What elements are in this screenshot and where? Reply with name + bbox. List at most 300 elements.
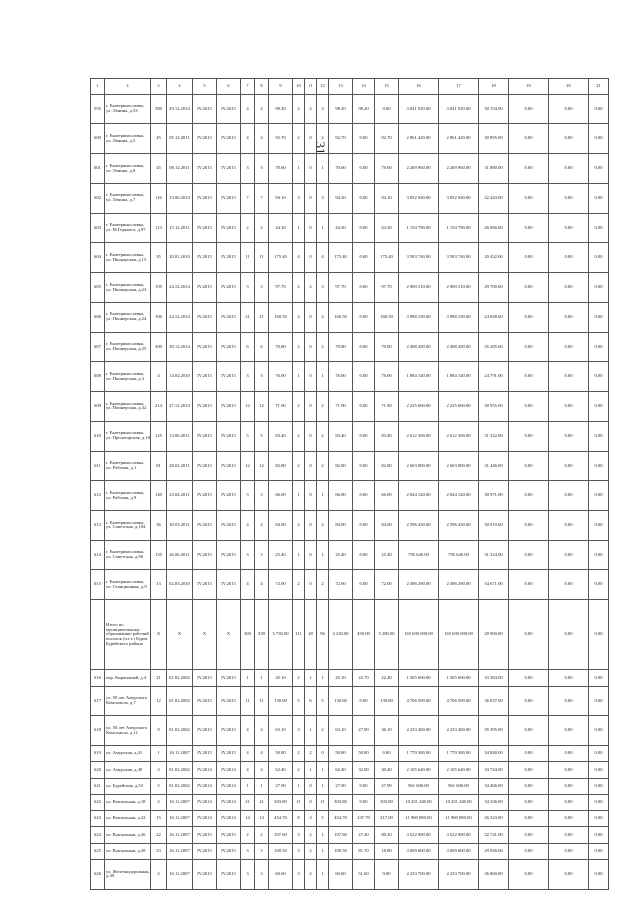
table-cell: 16.11.2007 xyxy=(167,746,193,762)
table-cell: IV.2015 xyxy=(193,421,217,451)
table-cell: 16.11.2007 xyxy=(167,827,193,843)
table-cell: 0 xyxy=(305,794,317,810)
table-cell: 14 xyxy=(241,811,255,827)
table-cell: 02.03.2010 xyxy=(167,570,193,600)
table-cell: 1 xyxy=(293,213,305,243)
table-cell: 0.00 xyxy=(353,570,375,600)
table-cell: IV.2015 xyxy=(217,746,241,762)
table-cell: 36.10 xyxy=(375,716,399,746)
table-cell: 4 xyxy=(241,762,255,778)
table-cell: 2 269 960.00 xyxy=(399,154,439,184)
table-cell: 33 744.00 xyxy=(479,762,509,778)
table-cell: 380 xyxy=(151,94,167,124)
table-cell: 2 xyxy=(305,94,317,124)
table-cell: 4 230.00 xyxy=(329,600,353,670)
table-cell: 97.70 xyxy=(375,273,399,303)
table-cell: 135 xyxy=(151,540,167,570)
table-row xyxy=(91,746,609,762)
table-cell: 2 105 640.00 xyxy=(399,762,439,778)
table-cell: 4 xyxy=(255,570,269,600)
table-cell: 2 861 420.00 xyxy=(439,124,479,154)
table-cell: 3 xyxy=(255,481,269,511)
table-cell: 97.70 xyxy=(329,273,353,303)
table-cell: 25.40 xyxy=(375,540,399,570)
table-cell: 0.00 xyxy=(549,811,589,827)
table-cell: 3 522 900.00 xyxy=(439,827,479,843)
table-cell: IV.2014 xyxy=(217,778,241,794)
table-cell: 0.00 xyxy=(549,686,589,716)
table-cell: 98.20 xyxy=(353,94,375,124)
table-cell: 3 xyxy=(305,811,317,827)
table-row xyxy=(91,827,609,843)
header-number-cell: 6 xyxy=(217,79,241,95)
table-cell: 1 770 300.00 xyxy=(399,746,439,762)
table-cell: 44.30 xyxy=(329,213,353,243)
table-cell: 2 233 700.00 xyxy=(439,859,479,889)
table-cell: 1 505 600.00 xyxy=(399,670,439,686)
table-cell: 4 xyxy=(241,570,255,600)
table-cell: 12 xyxy=(241,392,255,422)
table-cell: 0.00 xyxy=(549,794,589,810)
table-cell: 601 xyxy=(91,154,105,184)
table-cell: 63.10 xyxy=(269,716,293,746)
table-cell: 600 xyxy=(91,124,105,154)
table-cell: 2 xyxy=(293,746,305,762)
table-cell: 0 xyxy=(305,451,317,481)
table-cell: 130.60 xyxy=(375,686,399,716)
table-cell: IV.2015 xyxy=(193,686,217,716)
header-number-cell: 14 xyxy=(353,79,375,95)
table-cell: 0.00 xyxy=(549,243,589,273)
header-number-cell: 15 xyxy=(375,79,399,95)
table-row xyxy=(91,778,609,794)
table-cell: 175.40 xyxy=(375,243,399,273)
table-cell: 2 xyxy=(293,570,305,600)
table-cell: 4 xyxy=(317,302,329,332)
table-cell: 0.00 xyxy=(509,94,549,124)
table-cell: 9 xyxy=(151,716,167,746)
table-cell: 1 xyxy=(241,670,255,686)
table-cell: 30 955.00 xyxy=(479,392,509,422)
table-cell: 1 xyxy=(255,778,269,794)
table-cell: 27.90 xyxy=(269,778,293,794)
table-cell: 6 xyxy=(255,332,269,362)
table-cell: 71.90 xyxy=(329,392,353,422)
table-cell: 01.02.2002 xyxy=(167,762,193,778)
table-cell: 24.12.2014 xyxy=(167,273,193,303)
table-cell: 623 xyxy=(91,811,105,827)
table-cell: 795 640.00 xyxy=(439,540,479,570)
table-cell: 0.00 xyxy=(549,451,589,481)
table-cell: 1 xyxy=(293,540,305,570)
table-cell: 71.90 xyxy=(269,392,293,422)
table-cell: 195 xyxy=(151,273,167,303)
table-cell: 13.06.2011 xyxy=(167,421,193,451)
table-cell: 100.50 xyxy=(269,843,293,859)
table-cell: 81.70 xyxy=(353,843,375,859)
table-cell: 62.40 xyxy=(269,762,293,778)
table-cell: 0.00 xyxy=(509,716,549,746)
table-cell: IV.2015 xyxy=(217,362,241,392)
table-cell: 08.12.2011 xyxy=(167,154,193,184)
table-cell: 100.50 xyxy=(329,843,353,859)
table-cell: 0 xyxy=(305,392,317,422)
table-cell: 0 xyxy=(305,154,317,184)
table-cell: 0.00 xyxy=(353,183,375,213)
table-cell: 3 xyxy=(293,716,305,746)
table-cell: 34 848.00 xyxy=(479,746,509,762)
table-cell: 1 xyxy=(293,154,305,184)
table-cell: 300 xyxy=(151,332,167,362)
table-cell: 29 946.00 xyxy=(479,843,509,859)
header-number-cell: 7 xyxy=(241,79,255,95)
table-cell: 5 xyxy=(151,778,167,794)
table-cell: IV.2015 xyxy=(193,243,217,273)
table-cell: 34 336.00 xyxy=(479,794,509,810)
table-row xyxy=(91,843,609,859)
table-cell: 60.60 xyxy=(269,859,293,889)
table-cell: 2 233 700.00 xyxy=(399,859,439,889)
table-cell: 0.00 xyxy=(353,794,375,810)
table-cell: 3 009 600.00 xyxy=(399,843,439,859)
header-number-cell: 21 xyxy=(589,79,609,95)
address-cell: ул. Вокзальная, д.22 xyxy=(105,811,151,827)
table-cell: 0.00 xyxy=(353,332,375,362)
table-cell: X xyxy=(167,600,193,670)
table-cell: IV.2015 xyxy=(217,213,241,243)
table-cell: 23.04.2011 xyxy=(167,481,193,511)
table-cell: 0.00 xyxy=(509,421,549,451)
table-cell: 5 xyxy=(317,811,329,827)
table-cell: 1 xyxy=(305,670,317,686)
table-cell: IV.2014 xyxy=(217,794,241,810)
address-cell: г. Екатеринославка, ул. Советская, д.104 xyxy=(105,511,151,541)
header-number-cell: 12 xyxy=(317,79,329,95)
table-cell: 3 xyxy=(241,540,255,570)
table-cell: 1 xyxy=(293,362,305,392)
table-cell: 607 xyxy=(91,332,105,362)
table-cell: 450.00 xyxy=(353,600,375,670)
table-cell: 237.70 xyxy=(353,811,375,827)
table-cell: 0.00 xyxy=(509,762,549,778)
table-cell: 12 xyxy=(255,392,269,422)
table-cell: 4 706 500.00 xyxy=(399,686,439,716)
table-cell: 3 xyxy=(293,843,305,859)
table-row xyxy=(91,481,609,511)
table-cell: X xyxy=(151,600,167,670)
table-cell: 0.00 xyxy=(589,273,609,303)
address-cell: г. Екатеринославка, ул. Пионерская, д.32 xyxy=(105,392,151,422)
table-cell: 2 xyxy=(317,332,329,362)
table-cell: 76.00 xyxy=(269,362,293,392)
address-cell: ул. Амурская, д.49 xyxy=(105,762,151,778)
table-cell: 0 xyxy=(305,511,317,541)
table-cell: 1 xyxy=(317,670,329,686)
table-cell: 1 154 790.00 xyxy=(439,213,479,243)
table-cell: 70.60 xyxy=(329,154,353,184)
table-cell: 4 xyxy=(241,94,255,124)
table-cell: 0.00 xyxy=(509,570,549,600)
table-cell: 4 xyxy=(241,746,255,762)
table-cell: 31 322.00 xyxy=(479,421,509,451)
table-cell: 1 154 790.00 xyxy=(399,213,439,243)
table-cell: IV.2015 xyxy=(217,332,241,362)
address-cell: г. Екатеринославка, ул. Рабочая, д.1 xyxy=(105,451,151,481)
table-cell: 66.00 xyxy=(375,481,399,511)
table-cell: 0 xyxy=(305,540,317,570)
table-cell: 10 431 240.00 xyxy=(399,794,439,810)
table-cell: 83.40 xyxy=(329,421,353,451)
table-cell: 165 600 000.00 xyxy=(439,600,479,670)
table-cell: 3 052 940.00 xyxy=(439,183,479,213)
table-cell: 0.00 xyxy=(589,392,609,422)
table-cell: 96 xyxy=(317,600,329,670)
table-cell: 05.12.2011 xyxy=(167,124,193,154)
table-cell: 608 xyxy=(91,362,105,392)
table-cell: 94.30 xyxy=(329,183,353,213)
table-cell: 80.20 xyxy=(375,827,399,843)
table-cell: 62.40 xyxy=(329,762,353,778)
table-cell: IV.2015 xyxy=(193,843,217,859)
table-cell: 4 xyxy=(241,716,255,746)
table-cell: 0 xyxy=(305,302,317,332)
table-cell: 83.40 xyxy=(375,421,399,451)
table-row xyxy=(91,183,609,213)
table-cell: 3 xyxy=(293,183,305,213)
table-cell: 13.06.2014 xyxy=(167,183,193,213)
table-cell: 0.00 xyxy=(589,243,609,273)
table-cell: IV.2015 xyxy=(217,686,241,716)
table-cell: 4 xyxy=(241,511,255,541)
table-cell: 31 880.00 xyxy=(479,154,509,184)
table-cell: 0.00 xyxy=(549,827,589,843)
table-cell: 24 848.00 xyxy=(479,302,509,332)
table-cell: IV.2015 xyxy=(217,451,241,481)
table-cell: IV.2015 xyxy=(193,302,217,332)
table-cell: 01.02.2002 xyxy=(167,716,193,746)
table-cell: 113 xyxy=(151,213,167,243)
table-cell: 595 xyxy=(91,94,105,124)
table-cell: 618 xyxy=(91,716,105,746)
table-cell: 454.70 xyxy=(269,811,293,827)
table-cell: 32.00 xyxy=(353,762,375,778)
header-number-cell: 16 xyxy=(399,79,439,95)
table-cell: 107.60 xyxy=(269,827,293,843)
table-row xyxy=(91,716,609,746)
table-cell: 0.00 xyxy=(589,762,609,778)
address-cell: Итого по муниципальному образованию рабочий поселок (п.г.т.) Бурея Бурейского района xyxy=(105,600,151,670)
table-cell: 2 xyxy=(305,746,317,762)
table-cell: 5 280.00 xyxy=(375,600,399,670)
table-cell: 34 671.00 xyxy=(479,570,509,600)
table-cell: 50.80 xyxy=(353,746,375,762)
table-cell: 0.00 xyxy=(589,481,609,511)
table-cell: 50.80 xyxy=(269,746,293,762)
table-cell: IV.2014 xyxy=(193,762,217,778)
table-cell: 0.00 xyxy=(509,392,549,422)
table-cell: 5 730.00 xyxy=(269,600,293,670)
table-cell: 0.00 xyxy=(589,686,609,716)
table-cell: 0.00 xyxy=(549,670,589,686)
table-cell: 50.80 xyxy=(329,746,353,762)
table-cell: IV.2015 xyxy=(193,362,217,392)
table-cell: 0.00 xyxy=(509,811,549,827)
table-cell: 2 xyxy=(293,273,305,303)
table-cell: 3 xyxy=(293,827,305,843)
table-cell: 1 xyxy=(241,778,255,794)
table-cell: 1 xyxy=(317,778,329,794)
address-cell: ул. Вокзальная, д.26 xyxy=(105,827,151,843)
table-cell: 8 xyxy=(293,811,305,827)
table-cell: 0.00 xyxy=(589,183,609,213)
table-cell: 0.00 xyxy=(509,332,549,362)
table-cell: 4 xyxy=(255,716,269,746)
table-cell: 0.00 xyxy=(589,570,609,600)
table-cell: IV.2015 xyxy=(193,859,217,889)
table-cell: 24 791.00 xyxy=(479,362,509,392)
table-cell: 36 860.00 xyxy=(479,859,509,889)
table-cell: 18.80 xyxy=(375,843,399,859)
table-cell: 12 xyxy=(255,451,269,481)
table-cell: 2 861 420.00 xyxy=(399,124,439,154)
table-cell: IV.2015 xyxy=(193,183,217,213)
header-number-cell: 19 xyxy=(509,79,549,95)
table-cell: 0.00 xyxy=(549,762,589,778)
table-cell: 0.00 xyxy=(353,421,375,451)
table-cell: 84.00 xyxy=(375,511,399,541)
table-cell: IV.2015 xyxy=(217,859,241,889)
table-cell: 0.00 xyxy=(589,843,609,859)
table-cell: 6 xyxy=(241,332,255,362)
table-cell: 70.80 xyxy=(269,332,293,362)
table-cell: 4 xyxy=(255,762,269,778)
table-cell: 0.00 xyxy=(549,778,589,794)
table-cell: 615 xyxy=(91,570,105,600)
table-cell: 1 xyxy=(305,716,317,746)
table-cell: 45.10 xyxy=(329,670,353,686)
table-cell: 0.00 xyxy=(589,859,609,889)
table-cell: 0 xyxy=(305,124,317,154)
table-cell: 3 xyxy=(317,94,329,124)
table-cell: 0.00 xyxy=(509,511,549,541)
table-cell: 0.00 xyxy=(589,778,609,794)
table-cell: 0.00 xyxy=(589,94,609,124)
table-cell: 107.60 xyxy=(329,827,353,843)
table-cell: 626 xyxy=(91,859,105,889)
table-cell: 0.00 xyxy=(549,332,589,362)
table-cell: 303.80 xyxy=(269,794,293,810)
table-cell: 92.70 xyxy=(269,124,293,154)
table-cell: 1 xyxy=(317,859,329,889)
table-cell: 3 xyxy=(241,154,255,184)
table-cell: 82.80 xyxy=(329,451,353,481)
table-cell: 0 xyxy=(305,213,317,243)
table-cell: 2 xyxy=(293,421,305,451)
table-cell: 2 xyxy=(255,827,269,843)
table-cell: 0.00 xyxy=(589,811,609,827)
table-cell: 165 600 000.00 xyxy=(399,600,439,670)
table-cell: 28 900.00 xyxy=(479,600,509,670)
table-cell: 2 xyxy=(293,451,305,481)
table-cell: 2 xyxy=(305,827,317,843)
table-cell: 22.70 xyxy=(353,670,375,686)
table-cell: 4 xyxy=(293,302,305,332)
table-cell: 2 233 400.00 xyxy=(439,716,479,746)
table-cell: 35 285.00 xyxy=(479,332,509,362)
table-cell: IV.2014 xyxy=(193,794,217,810)
table-cell: IV.2015 xyxy=(193,94,217,124)
table-cell: IV.2015 xyxy=(193,746,217,762)
table-cell: IV.2015 xyxy=(217,570,241,600)
table-cell: 70.60 xyxy=(375,154,399,184)
table-cell: X xyxy=(217,600,241,670)
table-cell: 4 xyxy=(255,94,269,124)
table-cell: 175.40 xyxy=(329,243,353,273)
table-cell: 303.80 xyxy=(329,794,353,810)
table-cell: 2 496 290.00 xyxy=(399,570,439,600)
table-cell: 4 706 500.00 xyxy=(439,686,479,716)
table-cell: 0 xyxy=(305,243,317,273)
table-row xyxy=(91,124,609,154)
table-cell: IV.2015 xyxy=(217,392,241,422)
table-cell: 14.02.2010 xyxy=(167,362,193,392)
table-cell: 10 431 240.00 xyxy=(439,794,479,810)
address-cell: пер. Кирпичный, д.4 xyxy=(105,670,151,686)
table-cell: X xyxy=(193,600,217,670)
table-cell: 84.00 xyxy=(269,511,293,541)
header-number-cell: 4 xyxy=(167,79,193,95)
table-cell: 0.00 xyxy=(589,716,609,746)
table-row xyxy=(91,600,609,670)
header-number-cell: 3 xyxy=(151,79,167,95)
table-cell: 0.00 xyxy=(375,94,399,124)
table-cell: IV.2015 xyxy=(193,451,217,481)
table-cell: 31 324.00 xyxy=(479,540,509,570)
table-cell: 27.12.2014 xyxy=(167,392,193,422)
header-number-cell: 2 xyxy=(105,79,151,95)
table-cell: 0 xyxy=(317,746,329,762)
table-cell: IV.2015 xyxy=(217,154,241,184)
table-cell: 30.12.2014 xyxy=(167,332,193,362)
table-cell: 12 xyxy=(241,451,255,481)
table-cell: 624 xyxy=(91,827,105,843)
table-cell: 28 xyxy=(305,600,317,670)
table-cell: 3 583 740.00 xyxy=(399,243,439,273)
table-cell: IV.2015 xyxy=(193,716,217,746)
address-cell: г. Екатеринославка, ул. Рабочая, д.9 xyxy=(105,481,151,511)
table-cell: 3 988 230.00 xyxy=(439,302,479,332)
table-cell: 94.10 xyxy=(375,183,399,213)
table-cell: 1 xyxy=(317,213,329,243)
table-cell: 2 498 200.00 xyxy=(439,332,479,362)
table-cell: 2 900 210.00 xyxy=(399,273,439,303)
table-cell: IV.2015 xyxy=(217,827,241,843)
table-cell: 11 xyxy=(241,243,255,273)
address-cell: г. Екатеринославка, ул. Пионерская, д.24 xyxy=(105,302,151,332)
address-cell: ул. Вокзальная, д.18 xyxy=(105,794,151,810)
table-cell: 3 052 940.00 xyxy=(399,183,439,213)
table-cell: 33 384.00 xyxy=(479,670,509,686)
table-cell: 31 446.00 xyxy=(479,451,509,481)
table-cell: 0.00 xyxy=(353,213,375,243)
table-cell: 303.80 xyxy=(375,794,399,810)
table-cell: 71.90 xyxy=(375,392,399,422)
table-cell: 11 xyxy=(241,686,255,716)
table-cell: 217.00 xyxy=(375,811,399,827)
table-cell: 4 xyxy=(317,243,329,273)
table-cell: 2 044 120.00 xyxy=(399,481,439,511)
table-cell: 1 xyxy=(317,827,329,843)
